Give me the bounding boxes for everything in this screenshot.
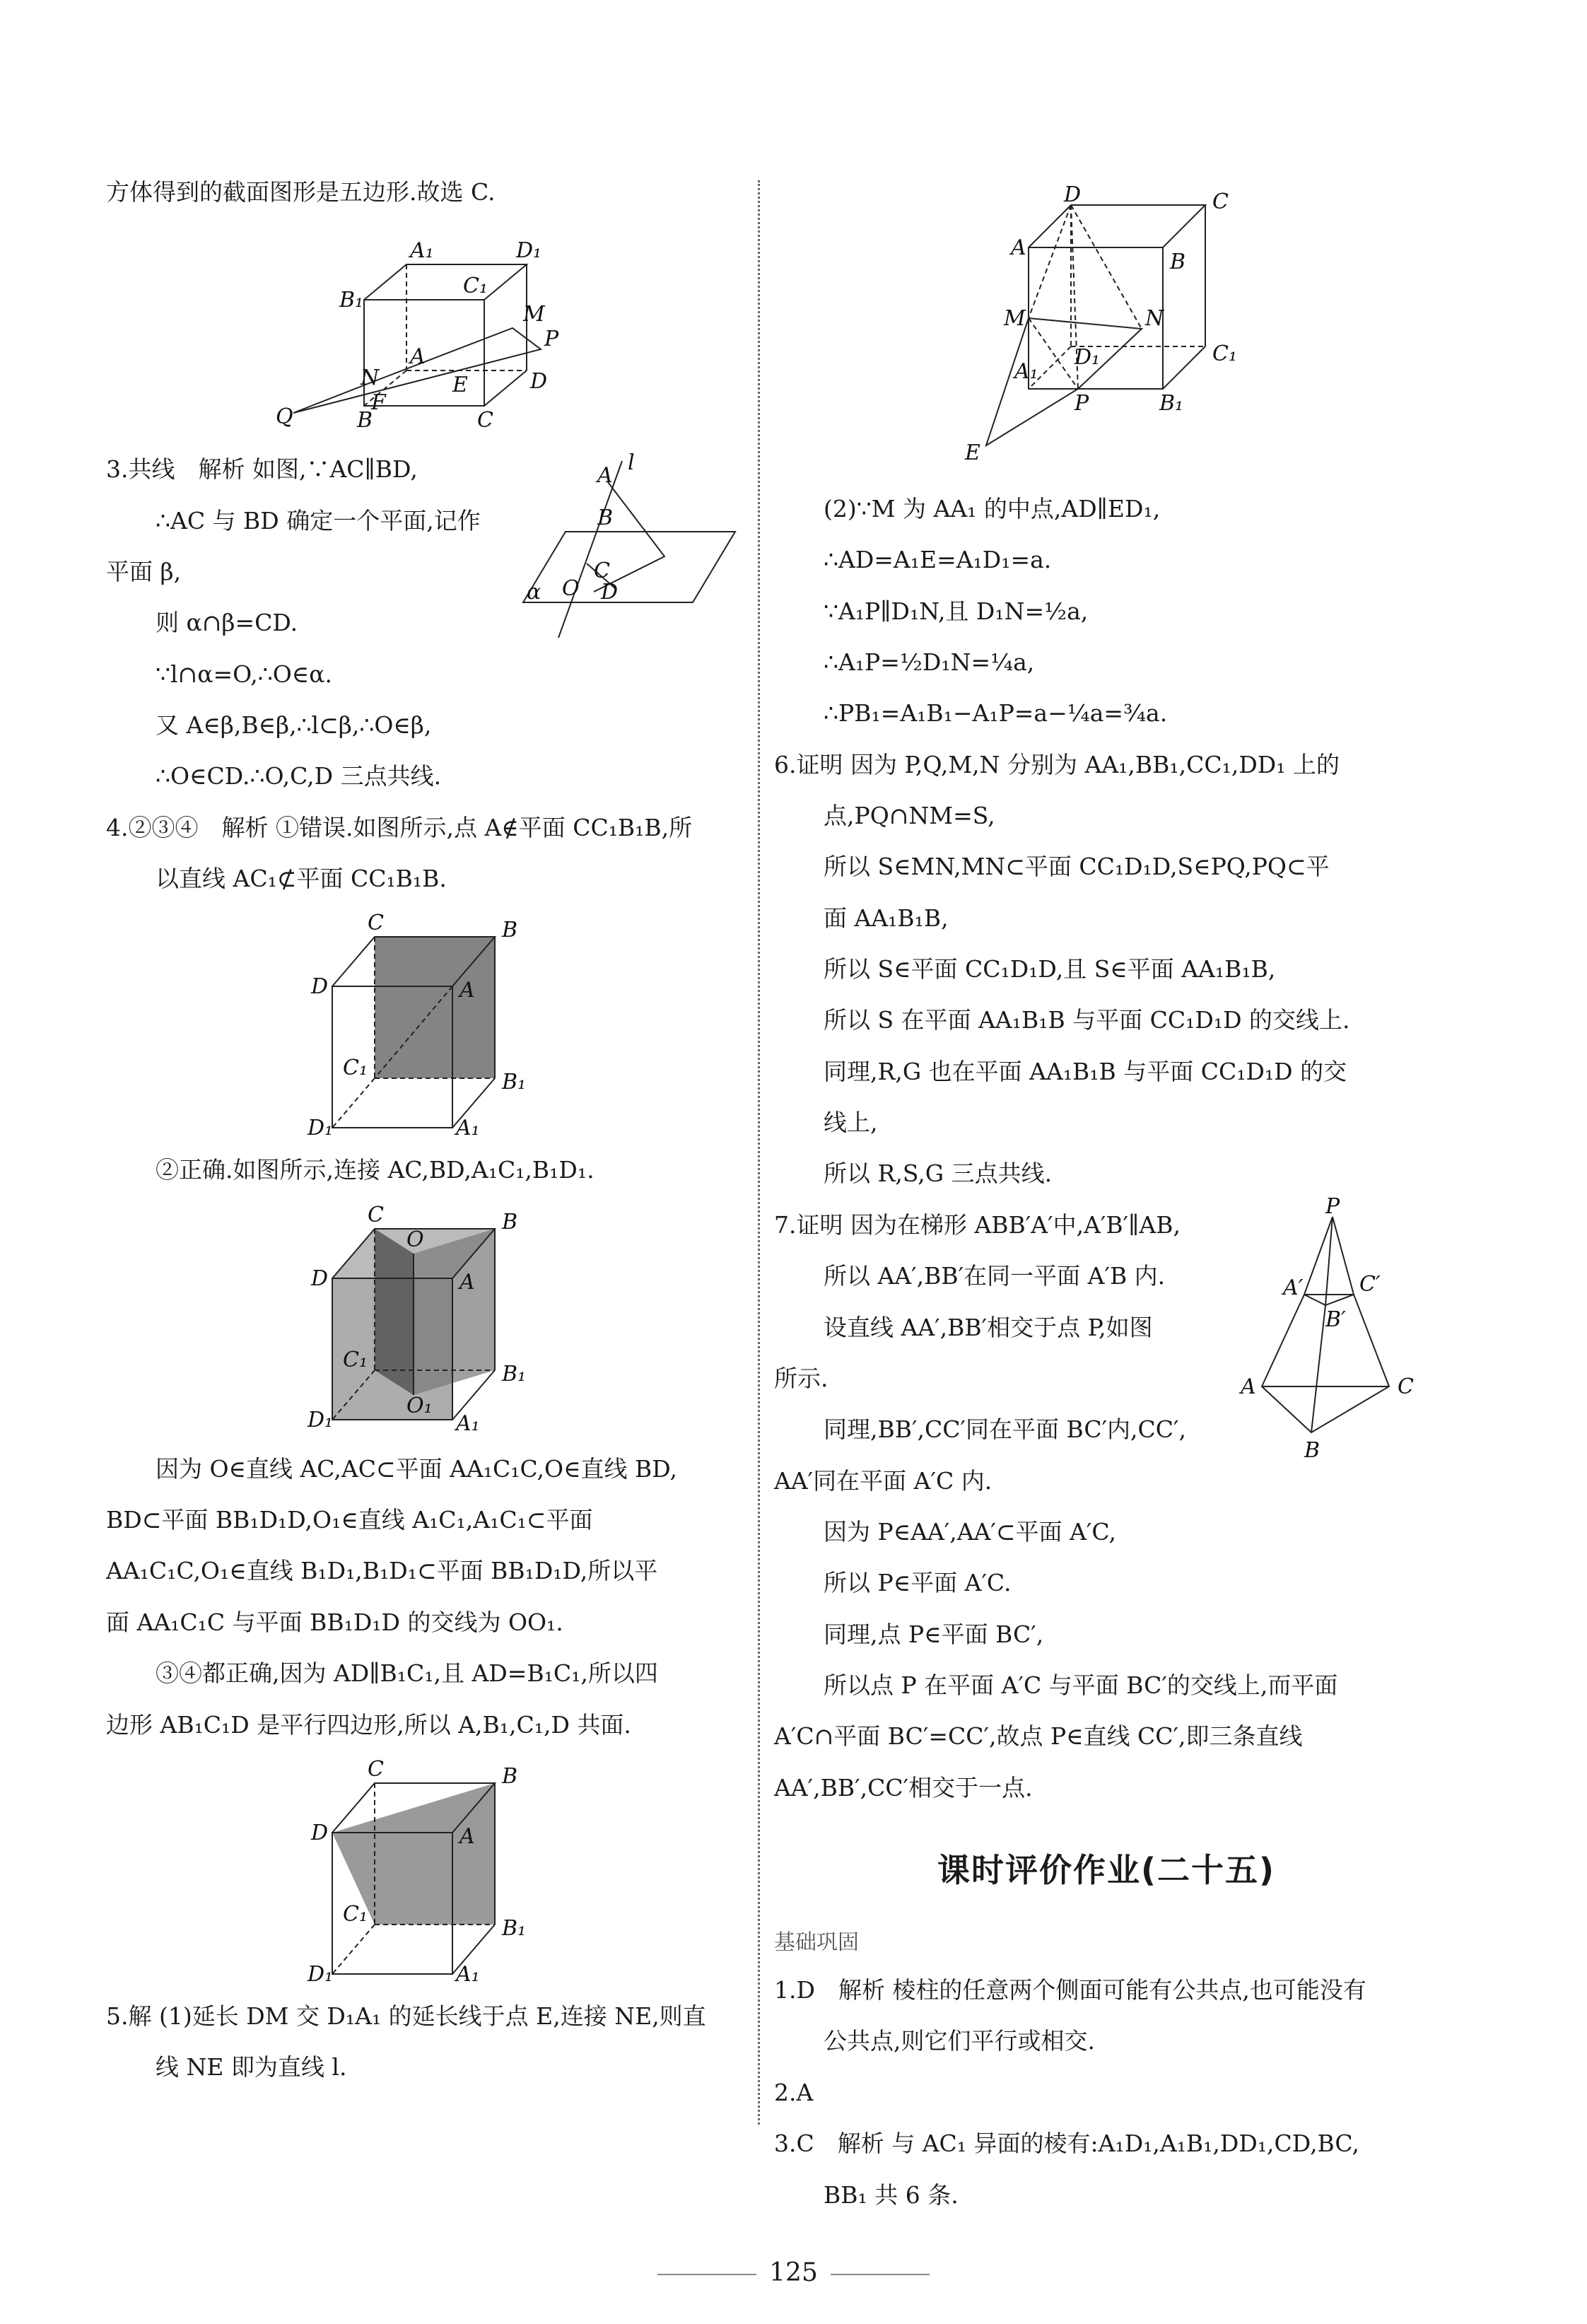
figure-label: F <box>371 390 386 416</box>
column-divider <box>758 180 760 2125</box>
text-line: AA′同在平面 A′C 内. <box>774 1466 992 1495</box>
figure-label: A₁ <box>410 238 434 264</box>
footer-rule <box>657 2274 756 2275</box>
figure-label: C <box>594 559 610 584</box>
text-line: 因为 P∈AA′,AA′⊂平面 A′C, <box>824 1517 1116 1546</box>
figure-label: P <box>1325 1193 1340 1219</box>
figure-label: D₁ <box>308 1116 334 1141</box>
figure-label: B <box>1170 250 1186 274</box>
answer-5-head: 5.解 (1)延长 DM 交 D₁A₁ 的延长线于点 E,连接 NE,则直 <box>106 2002 706 2030</box>
text-line: 面 AA₁C₁C 与平面 BB₁D₁D 的交线为 OO₁. <box>106 1608 563 1636</box>
figure-label: C <box>1398 1374 1414 1399</box>
figure-label: P <box>1074 391 1089 416</box>
figure-label: M <box>1004 306 1026 331</box>
pyramid-figure <box>1234 1193 1439 1471</box>
text-line: 所以点 P 在平面 A′C 与平面 BC′的交线上,而平面 <box>824 1671 1338 1699</box>
text-line: 点,PQ∩NM=S, <box>824 802 995 830</box>
figure-label: B₁ <box>502 1915 527 1941</box>
figure-label: D <box>601 580 619 605</box>
figure-label: B <box>1304 1437 1320 1463</box>
figure-label: C′ <box>1359 1271 1381 1297</box>
text-line: 同理,BB′,CC′同在平面 BC′内,CC′, <box>824 1415 1187 1444</box>
figure-label: B′ <box>1325 1307 1346 1332</box>
figure-label: A <box>459 1823 475 1849</box>
text-line: ∴AD=A₁E=A₁D₁=a. <box>824 546 1052 574</box>
figure-label: B₁ <box>339 288 364 313</box>
text-line: 则 α∩β=CD. <box>156 609 298 637</box>
figure-label: D₁ <box>516 238 542 264</box>
text-line: 公共点,则它们平行或相交. <box>824 2027 1095 2055</box>
figure-label: D₁ <box>308 1407 334 1432</box>
figure-label: D <box>1064 182 1082 207</box>
subsection-label: 基础巩固 <box>774 1929 859 1955</box>
text-line: 边形 AB₁C₁D 是平行四边形,所以 A,B₁,C₁,D 共面. <box>106 1710 631 1739</box>
figure-label: B <box>502 1763 518 1789</box>
footer-rule <box>831 2274 930 2275</box>
figure-label: C <box>368 1202 384 1227</box>
figure-label: P <box>544 327 559 352</box>
figure-label: D₁ <box>1074 345 1101 370</box>
figure-label: A′ <box>1283 1275 1304 1300</box>
cube-extension-figure <box>944 182 1269 474</box>
figure-label: O₁ <box>406 1393 433 1418</box>
figure-label: D <box>311 1820 329 1845</box>
figure-label: B <box>357 408 373 433</box>
text-line: 又 A∈β,B∈β,∴l⊂β,∴O∈β, <box>156 711 432 740</box>
text-line: 所以 S∈MN,MN⊂平面 CC₁D₁D,S∈PQ,PQ⊂平 <box>824 853 1330 881</box>
figure-label: D₁ <box>308 1961 334 1987</box>
figure-label: B₁ <box>502 1361 527 1386</box>
text-line: ∵l∩α=O,∴O∈α. <box>156 660 332 688</box>
left-column <box>106 170 742 2096</box>
text-line: 所以 S 在平面 AA₁B₁B 与平面 CC₁D₁D 的交线上. <box>824 1006 1350 1034</box>
text-line: ∴A₁P=½D₁N=¼a, <box>824 648 1035 677</box>
answer-4-head: 4.②③④ 解析 ①错误.如图所示,点 A∉平面 CC₁B₁B,所 <box>106 813 693 841</box>
figure-label: A <box>459 978 475 1003</box>
text-line: ∴AC 与 BD 确定一个平面,记作 <box>156 506 481 535</box>
cube-figure-b <box>290 1201 558 1434</box>
figure-label: A₁ <box>1014 359 1038 384</box>
figure-label: A <box>1011 235 1026 260</box>
figure-label: O <box>406 1227 424 1252</box>
figure-label: M <box>523 302 545 327</box>
text-line: 方体得到的截面图形是五边形.故选 C. <box>106 178 496 206</box>
figure-label: C₁ <box>343 1901 368 1927</box>
cube-section-figure <box>272 222 576 434</box>
section-title: 课时评价作业(二十五) <box>937 1850 1276 1889</box>
figure-label: B <box>597 506 614 531</box>
figure-label: C <box>368 911 384 936</box>
text-line: 平面 β, <box>106 558 182 586</box>
figure-label: B <box>502 1209 518 1234</box>
text-line: BB₁ 共 6 条. <box>824 2180 959 2209</box>
figure-label: C₁ <box>343 1056 368 1081</box>
text-line: AA′,BB′,CC′相交于一点. <box>774 1773 1033 1802</box>
figure-label: α <box>527 580 541 605</box>
text-line: 所以 P∈平面 A′C. <box>824 1569 1012 1597</box>
text-line: ∴PB₁=A₁B₁−A₁P=a−¼a=¾a. <box>824 699 1168 728</box>
figure-label: Q <box>276 404 293 430</box>
figure-label: A₁ <box>456 1961 480 1987</box>
text-line: 同理,点 P∈平面 BC′, <box>824 1620 1044 1648</box>
figure-label: D <box>311 974 329 1000</box>
answer-line: 3.C 解析 与 AC₁ 异面的棱有:A₁D₁,A₁B₁,DD₁,CD,BC, <box>774 2130 1359 2158</box>
figure-label: B₁ <box>502 1070 527 1095</box>
page-number: 125 <box>769 2258 818 2287</box>
figure-label: O <box>562 576 580 602</box>
figure-label: N <box>1145 306 1164 331</box>
figure-label: A₁ <box>456 1411 480 1436</box>
figure-label: A <box>597 463 613 489</box>
text-line: 所示. <box>774 1364 828 1392</box>
answer-7-head: 7.证明 因为在梯形 ABB′A′中,A′B′∥AB, <box>774 1210 1181 1239</box>
text-line: A′C∩平面 BC′=CC′,故点 P∈直线 CC′,即三条直线 <box>774 1722 1303 1751</box>
figure-label: E <box>452 373 468 398</box>
figure-label: N <box>361 366 380 391</box>
cube-figure-c <box>290 1755 558 1987</box>
figure-label: A <box>410 344 426 370</box>
text-line: 同理,R,G 也在平面 AA₁B₁B 与平面 CC₁D₁D 的交 <box>824 1057 1347 1085</box>
figure-label: A <box>1241 1374 1256 1399</box>
figure-label: l <box>628 450 635 476</box>
figure-label: C <box>477 408 493 433</box>
text-line: 所以 S∈平面 CC₁D₁D,且 S∈平面 AA₁B₁B, <box>824 955 1276 983</box>
text-line: AA₁C₁C,O₁∈直线 B₁D₁,B₁D₁⊂平面 BB₁D₁D,所以平 <box>106 1557 658 1585</box>
answer-line: 2.A <box>774 2078 814 2106</box>
text-line: (2)∵M 为 AA₁ 的中点,AD∥ED₁, <box>824 495 1161 522</box>
figure-label: C₁ <box>463 274 488 299</box>
answer-6-head: 6.证明 因为 P,Q,M,N 分别为 AA₁,BB₁,CC₁,DD₁ 上的 <box>774 750 1340 778</box>
right-column <box>774 170 1439 2224</box>
text-line: 线上, <box>824 1109 878 1137</box>
figure-label: D <box>530 369 548 395</box>
figure-label: A <box>459 1269 475 1295</box>
cube-figure-a <box>290 909 558 1141</box>
text-line: 所以 AA′,BB′在同一平面 A′B 内. <box>824 1262 1166 1290</box>
text-line: ③④都正确,因为 AD∥B₁C₁,且 AD=B₁C₁,所以四 <box>156 1659 658 1688</box>
text-line: 面 AA₁B₁B, <box>824 904 949 932</box>
text-line: 以直线 AC₁⊄平面 CC₁B₁B. <box>156 865 447 893</box>
figure-label: C <box>1212 189 1229 214</box>
figure-label: E <box>965 440 980 465</box>
answer-line: 1.D 解析 棱柱的任意两个侧面可能有公共点,也可能没有 <box>774 1976 1366 2004</box>
text-line: 线 NE 即为直线 l. <box>156 2053 347 2081</box>
figure-label: C₁ <box>343 1347 368 1372</box>
text-line: ∵A₁P∥D₁N,且 D₁N=½a, <box>824 597 1089 625</box>
text-line: 因为 O∈直线 AC,AC⊂平面 AA₁C₁C,O∈直线 BD, <box>156 1454 678 1483</box>
text-line: BD⊂平面 BB₁D₁D,O₁∈直线 A₁C₁,A₁C₁⊂平面 <box>106 1506 593 1534</box>
plane-line-figure <box>523 450 735 645</box>
figure-label: D <box>311 1266 329 1291</box>
figure-label: C <box>368 1756 384 1782</box>
figure-label: A₁ <box>456 1116 480 1141</box>
figure-label: C₁ <box>1212 341 1237 366</box>
text-line: ∴O∈CD.∴O,C,D 三点共线. <box>156 762 442 790</box>
text-line: 设直线 AA′,BB′相交于点 P,如图 <box>824 1313 1153 1341</box>
text-line: ②正确.如图所示,连接 AC,BD,A₁C₁,B₁D₁. <box>156 1156 595 1184</box>
page-footer <box>0 2248 1587 2298</box>
answer-3-head: 3.共线 解析 如图,∵AC∥BD, <box>106 455 418 484</box>
text-line: 所以 R,S,G 三点共线. <box>824 1160 1053 1188</box>
figure-label: B <box>502 918 518 943</box>
figure-label: B₁ <box>1159 391 1184 416</box>
